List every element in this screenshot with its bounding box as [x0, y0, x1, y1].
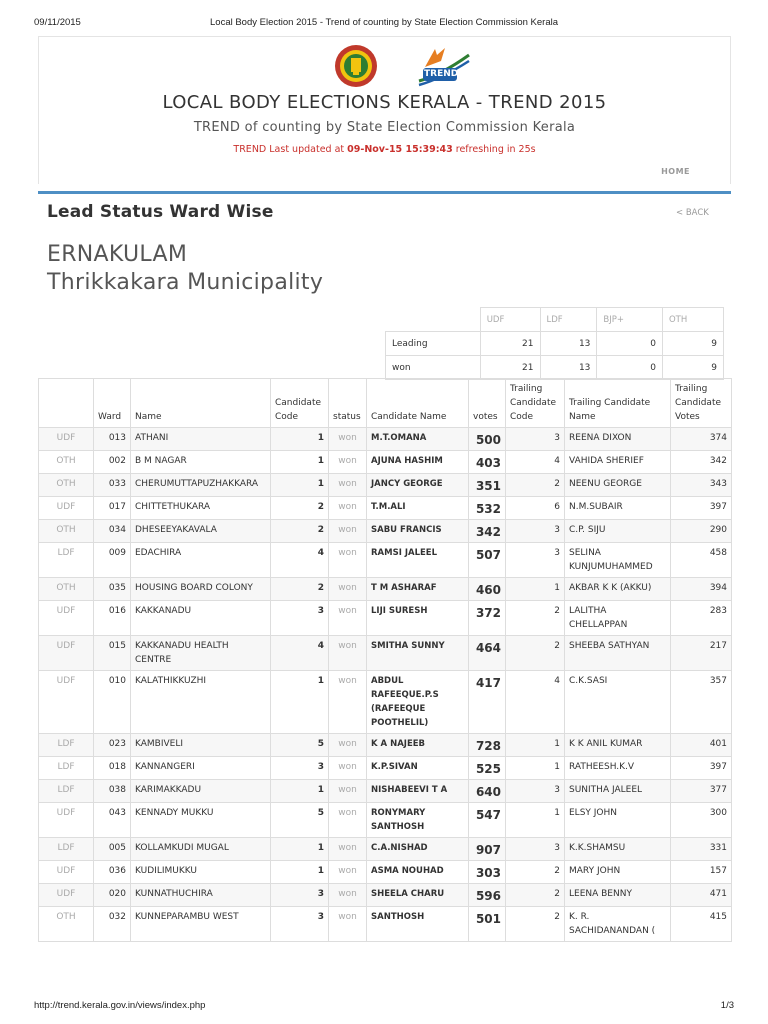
- candidate-name: LIJI SURESH: [367, 601, 469, 636]
- ward-name: DHESEEYAKAVALA: [131, 520, 271, 543]
- trailing-code: 6: [506, 497, 565, 520]
- trailing-name: LEENA BENNY: [565, 884, 671, 907]
- site-title: LOCAL BODY ELECTIONS KERALA - TREND 2015: [162, 92, 607, 113]
- candidate-name: SMITHA SUNNY: [367, 636, 469, 671]
- table-row: [39, 578, 732, 601]
- summary-header: OTH: [662, 308, 723, 332]
- table-row: [39, 520, 732, 543]
- table-row: [39, 838, 732, 861]
- votes-cell: 728: [469, 734, 506, 757]
- candidate-name: SABU FRANCIS: [367, 520, 469, 543]
- trailing-code: 4: [506, 671, 565, 734]
- votes-cell: 500: [469, 428, 506, 451]
- status-cell: won: [329, 601, 367, 636]
- local-body-name: Thrikkakara Municipality: [47, 270, 324, 295]
- candidate-code: 3: [271, 907, 329, 942]
- table-row: [39, 861, 732, 884]
- header-divider: [38, 191, 731, 194]
- trailing-code: 2: [506, 907, 565, 942]
- candidate-code: 4: [271, 543, 329, 578]
- party-cell: LDF: [39, 543, 94, 578]
- trend-logo-text: TREND: [424, 69, 459, 79]
- trailing-name: SHEEBA SATHYAN: [565, 636, 671, 671]
- trailing-code: 4: [506, 451, 565, 474]
- ward-name: KUNNEPARAMBU WEST: [131, 907, 271, 942]
- candidate-code: 2: [271, 497, 329, 520]
- table-row: [39, 884, 732, 907]
- candidate-name: AJUNA HASHIM: [367, 451, 469, 474]
- status-cell: won: [329, 838, 367, 861]
- trailing-votes: 401: [671, 734, 732, 757]
- site-banner: [38, 36, 731, 184]
- trend-logo: [411, 45, 473, 89]
- candidate-code: 5: [271, 734, 329, 757]
- ward-number: 043: [94, 803, 131, 838]
- summary-value: 13: [540, 356, 597, 380]
- summary-header: UDF: [480, 308, 540, 332]
- home-link[interactable]: HOME: [661, 167, 690, 176]
- candidate-code: 1: [271, 451, 329, 474]
- column-header: Candidate Code: [271, 379, 329, 428]
- column-header: votes: [469, 379, 506, 428]
- candidate-name: C.A.NISHAD: [367, 838, 469, 861]
- ward-name: B M NAGAR: [131, 451, 271, 474]
- summary-value: 9: [662, 332, 723, 356]
- trailing-code: 1: [506, 757, 565, 780]
- column-header: Trailing Candidate Votes: [671, 379, 732, 428]
- site-subtitle: TREND of counting by State Election Commission Kerala: [193, 120, 576, 135]
- summary-header: LDF: [540, 308, 597, 332]
- trailing-votes: 397: [671, 497, 732, 520]
- candidate-code: 1: [271, 838, 329, 861]
- trailing-votes: 157: [671, 861, 732, 884]
- candidate-name: T.M.ALI: [367, 497, 469, 520]
- candidate-code: 1: [271, 671, 329, 734]
- trailing-name: N.M.SUBAIR: [565, 497, 671, 520]
- party-cell: UDF: [39, 601, 94, 636]
- status-cell: won: [329, 907, 367, 942]
- party-cell: UDF: [39, 803, 94, 838]
- table-row: [39, 497, 732, 520]
- trailing-votes: 217: [671, 636, 732, 671]
- ward-number: 017: [94, 497, 131, 520]
- logos: [39, 43, 730, 93]
- ward-number: 010: [94, 671, 131, 734]
- ward-name: HOUSING BOARD COLONY: [131, 578, 271, 601]
- trailing-votes: 471: [671, 884, 732, 907]
- ward-number: 016: [94, 601, 131, 636]
- sec-kerala-emblem-icon: [334, 44, 378, 88]
- ward-number: 034: [94, 520, 131, 543]
- summary-header: BJP+: [597, 308, 663, 332]
- column-header: Trailing Candidate Code: [506, 379, 565, 428]
- party-cell: UDF: [39, 636, 94, 671]
- trailing-name: ELSY JOHN: [565, 803, 671, 838]
- status-cell: won: [329, 757, 367, 780]
- ward-number: 018: [94, 757, 131, 780]
- ward-name: CHERUMUTTAPUZHAKKARA: [131, 474, 271, 497]
- table-row: [39, 757, 732, 780]
- trailing-votes: 290: [671, 520, 732, 543]
- table-row: [39, 734, 732, 757]
- summary-row-label: Leading: [386, 332, 481, 356]
- candidate-code: 2: [271, 520, 329, 543]
- candidate-name: K.P.SIVAN: [367, 757, 469, 780]
- table-row: [39, 803, 732, 838]
- votes-cell: 342: [469, 520, 506, 543]
- ward-number: 013: [94, 428, 131, 451]
- status-cell: won: [329, 451, 367, 474]
- status-cell: won: [329, 474, 367, 497]
- status-cell: won: [329, 636, 367, 671]
- trailing-votes: 342: [671, 451, 732, 474]
- party-cell: OTH: [39, 520, 94, 543]
- votes-cell: 547: [469, 803, 506, 838]
- votes-cell: 507: [469, 543, 506, 578]
- status-cell: won: [329, 497, 367, 520]
- table-row: [39, 636, 732, 671]
- trailing-votes: 394: [671, 578, 732, 601]
- party-cell: LDF: [39, 780, 94, 803]
- trailing-name: MARY JOHN: [565, 861, 671, 884]
- trailing-votes: 415: [671, 907, 732, 942]
- votes-cell: 351: [469, 474, 506, 497]
- candidate-name: JANCY GEORGE: [367, 474, 469, 497]
- candidate-name: M.T.OMANA: [367, 428, 469, 451]
- updated-time: 09-Nov-15 15:39:43: [347, 144, 453, 155]
- votes-cell: 460: [469, 578, 506, 601]
- ward-name: KARIMAKKADU: [131, 780, 271, 803]
- ward-name: KANNANGERI: [131, 757, 271, 780]
- ward-name: KAMBIVELI: [131, 734, 271, 757]
- ward-number: 002: [94, 451, 131, 474]
- trailing-code: 3: [506, 780, 565, 803]
- party-cell: UDF: [39, 497, 94, 520]
- ward-name: KOLLAMKUDI MUGAL: [131, 838, 271, 861]
- votes-cell: 403: [469, 451, 506, 474]
- party-cell: LDF: [39, 734, 94, 757]
- ward-number: 033: [94, 474, 131, 497]
- ward-name: KAKKANADU: [131, 601, 271, 636]
- trailing-code: 1: [506, 734, 565, 757]
- summary-value: 9: [662, 356, 723, 380]
- status-cell: won: [329, 884, 367, 907]
- ward-number: 023: [94, 734, 131, 757]
- column-header: Trailing Candidate Name: [565, 379, 671, 428]
- party-cell: UDF: [39, 671, 94, 734]
- column-header: [39, 379, 94, 428]
- trailing-name: VAHIDA SHERIEF: [565, 451, 671, 474]
- trailing-name: NEENU GEORGE: [565, 474, 671, 497]
- summary-row: [386, 332, 724, 356]
- trailing-name: C.P. SIJU: [565, 520, 671, 543]
- trailing-name: AKBAR K K (AKKU): [565, 578, 671, 601]
- votes-cell: 501: [469, 907, 506, 942]
- summary-value: 13: [540, 332, 597, 356]
- trailing-votes: 397: [671, 757, 732, 780]
- candidate-name: RAMSI JALEEL: [367, 543, 469, 578]
- print-header: [34, 17, 734, 31]
- updated-suffix: refreshing in 25s: [455, 144, 536, 155]
- candidate-name: ASMA NOUHAD: [367, 861, 469, 884]
- trailing-code: 2: [506, 636, 565, 671]
- table-row: [39, 907, 732, 942]
- trend-swoosh-icon: [411, 45, 473, 89]
- ward-number: 020: [94, 884, 131, 907]
- candidate-code: 1: [271, 861, 329, 884]
- trailing-name: REENA DIXON: [565, 428, 671, 451]
- ward-name: KUDILIMUKKU: [131, 861, 271, 884]
- table-row: [39, 601, 732, 636]
- ward-name: KAKKANADU HEALTH CENTRE: [131, 636, 271, 671]
- print-page-number: 1/3: [720, 1000, 734, 1011]
- candidate-name: NISHABEEVI T A: [367, 780, 469, 803]
- ward-number: 032: [94, 907, 131, 942]
- status-cell: won: [329, 428, 367, 451]
- party-cell: UDF: [39, 884, 94, 907]
- trailing-votes: 357: [671, 671, 732, 734]
- trailing-votes: 458: [671, 543, 732, 578]
- status-cell: won: [329, 780, 367, 803]
- votes-cell: 640: [469, 780, 506, 803]
- candidate-code: 3: [271, 884, 329, 907]
- votes-cell: 372: [469, 601, 506, 636]
- status-cell: won: [329, 861, 367, 884]
- section-title: Lead Status Ward Wise: [47, 202, 274, 222]
- party-cell: OTH: [39, 451, 94, 474]
- trailing-code: 3: [506, 428, 565, 451]
- ward-number: 015: [94, 636, 131, 671]
- trailing-votes: 377: [671, 780, 732, 803]
- trailing-votes: 331: [671, 838, 732, 861]
- ward-name: KUNNATHUCHIRA: [131, 884, 271, 907]
- votes-cell: 532: [469, 497, 506, 520]
- trailing-votes: 283: [671, 601, 732, 636]
- trailing-name: LALITHA CHELLAPPAN: [565, 601, 671, 636]
- candidate-code: 1: [271, 474, 329, 497]
- candidate-name: SANTHOSH: [367, 907, 469, 942]
- last-updated: [39, 144, 730, 155]
- ward-number: 005: [94, 838, 131, 861]
- ward-number: 036: [94, 861, 131, 884]
- candidate-name: SHEELA CHARU: [367, 884, 469, 907]
- summary-value: 0: [597, 332, 663, 356]
- column-header: Ward: [94, 379, 131, 428]
- status-cell: won: [329, 671, 367, 734]
- trailing-code: 3: [506, 543, 565, 578]
- column-header: Candidate Name: [367, 379, 469, 428]
- candidate-code: 5: [271, 803, 329, 838]
- trailing-code: 3: [506, 520, 565, 543]
- party-cell: UDF: [39, 428, 94, 451]
- party-cell: OTH: [39, 474, 94, 497]
- trailing-code: 2: [506, 861, 565, 884]
- status-cell: won: [329, 543, 367, 578]
- trailing-name: RATHEESH.K.V: [565, 757, 671, 780]
- trailing-votes: 300: [671, 803, 732, 838]
- candidate-code: 2: [271, 578, 329, 601]
- ward-number: 035: [94, 578, 131, 601]
- trailing-name: C.K.SASI: [565, 671, 671, 734]
- status-cell: won: [329, 520, 367, 543]
- district-name: ERNAKULAM: [47, 242, 188, 267]
- party-cell: OTH: [39, 907, 94, 942]
- summary-value: 21: [480, 332, 540, 356]
- table-row: [39, 474, 732, 497]
- summary-value: 0: [597, 356, 663, 380]
- trailing-name: SELINA KUNJUMUHAMMED: [565, 543, 671, 578]
- summary-row-label: won: [386, 356, 481, 380]
- candidate-name: T M ASHARAF: [367, 578, 469, 601]
- ward-name: EDACHIRA: [131, 543, 271, 578]
- column-header: Name: [131, 379, 271, 428]
- trailing-code: 2: [506, 601, 565, 636]
- ward-name: ATHANI: [131, 428, 271, 451]
- party-cell: UDF: [39, 861, 94, 884]
- ward-number: 038: [94, 780, 131, 803]
- votes-cell: 525: [469, 757, 506, 780]
- trailing-votes: 343: [671, 474, 732, 497]
- votes-cell: 596: [469, 884, 506, 907]
- votes-cell: 303: [469, 861, 506, 884]
- print-date: 09/11/2015: [34, 17, 81, 28]
- votes-cell: 464: [469, 636, 506, 671]
- candidate-code: 3: [271, 601, 329, 636]
- summary-row: [386, 356, 724, 380]
- summary-table: [385, 307, 724, 380]
- ward-name: CHITTETHUKARA: [131, 497, 271, 520]
- trailing-code: 3: [506, 838, 565, 861]
- status-cell: won: [329, 578, 367, 601]
- ward-results-table: [38, 378, 732, 942]
- ward-number: 009: [94, 543, 131, 578]
- party-cell: LDF: [39, 838, 94, 861]
- trailing-name: K. R. SACHIDANANDAN (: [565, 907, 671, 942]
- summary-header: [386, 308, 481, 332]
- column-header: status: [329, 379, 367, 428]
- ward-name: KENNADY MUKKU: [131, 803, 271, 838]
- votes-cell: 417: [469, 671, 506, 734]
- candidate-code: 3: [271, 757, 329, 780]
- party-cell: OTH: [39, 578, 94, 601]
- candidate-code: 1: [271, 428, 329, 451]
- candidate-code: 4: [271, 636, 329, 671]
- trailing-name: SUNITHA JALEEL: [565, 780, 671, 803]
- candidate-name: K A NAJEEB: [367, 734, 469, 757]
- ward-name: KALATHIKKUZHI: [131, 671, 271, 734]
- table-row: [39, 780, 732, 803]
- table-row: [39, 543, 732, 578]
- print-footer: [34, 1000, 734, 1014]
- updated-prefix: TREND Last updated at: [233, 144, 345, 155]
- table-row: [39, 451, 732, 474]
- trailing-code: 2: [506, 474, 565, 497]
- trailing-name: K K ANIL KUMAR: [565, 734, 671, 757]
- trailing-name: K.K.SHAMSU: [565, 838, 671, 861]
- status-cell: won: [329, 803, 367, 838]
- back-link[interactable]: < BACK: [676, 208, 709, 218]
- trailing-votes: 374: [671, 428, 732, 451]
- candidate-code: 1: [271, 780, 329, 803]
- trailing-code: 1: [506, 803, 565, 838]
- trailing-code: 2: [506, 884, 565, 907]
- candidate-name: RONYMARY SANTHOSH: [367, 803, 469, 838]
- trailing-code: 1: [506, 578, 565, 601]
- status-cell: won: [329, 734, 367, 757]
- table-row: [39, 428, 732, 451]
- print-title: Local Body Election 2015 - Trend of counting by State Election Commission Kerala: [210, 17, 558, 28]
- summary-value: 21: [480, 356, 540, 380]
- print-url: http://trend.kerala.gov.in/views/index.php: [34, 1000, 206, 1011]
- table-row: [39, 671, 732, 734]
- votes-cell: 907: [469, 838, 506, 861]
- party-cell: LDF: [39, 757, 94, 780]
- candidate-name: ABDUL RAFEEQUE.P.S (RAFEEQUE POOTHELIL): [367, 671, 469, 734]
